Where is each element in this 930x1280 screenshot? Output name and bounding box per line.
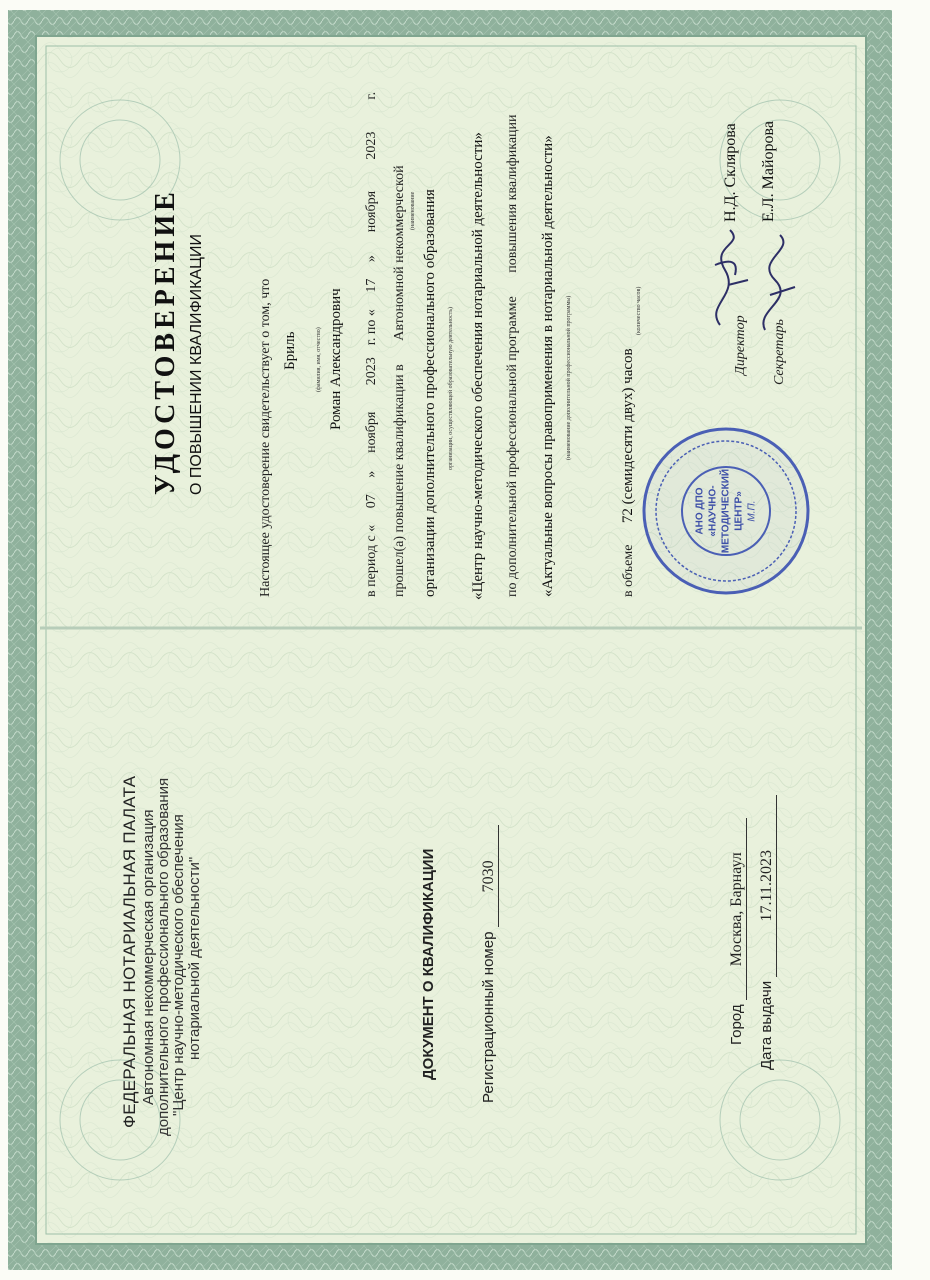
holder-given-names: Роман Александрович — [328, 288, 344, 430]
stamp-line-4: ЦЕНТР» — [733, 491, 745, 531]
document-title: ДОКУМЕНТ О КВАЛИФИКАЦИИ — [420, 848, 437, 1080]
city-row — [728, 818, 747, 1045]
stamp-center-text — [694, 469, 759, 553]
director-signature — [715, 230, 748, 325]
holder-surname: Бриль — [282, 331, 298, 370]
program-row — [505, 114, 521, 597]
name-caption: (фамилия, имя, отчество) — [316, 327, 322, 392]
director-name: Н.Д. Склярова — [722, 123, 739, 222]
issue-date-value: 17.11.2023 — [758, 795, 777, 977]
passed-text: прошел(а) повышение квалификации в — [392, 364, 407, 597]
issue-date-row — [758, 795, 777, 1070]
volume-value: 72 (семидесяти двух) часов — [620, 348, 636, 524]
org-line-2-right: организации дополнительного профессионального образования — [422, 189, 438, 597]
passed-row — [392, 165, 408, 597]
program-prefix: по дополнительной профессиональной программе — [505, 296, 520, 597]
official-stamp — [640, 425, 812, 597]
volume-prefix: в объеме — [621, 544, 636, 597]
end-quote: » — [364, 255, 379, 263]
intro-text: Настоящее удостоверение свидетельствует о том, что — [258, 278, 273, 597]
period-prefix: в период с « — [364, 524, 379, 597]
stamp-line-3: МЕТОДИЧЕСКИЙ — [720, 468, 732, 554]
registration-number: 7030 — [480, 825, 499, 927]
registration-label: Регистрационный номер — [480, 931, 497, 1103]
city-label: Город — [728, 1004, 745, 1045]
program-type: повышения квалификации — [505, 114, 520, 273]
end-month: ноября — [364, 190, 379, 233]
director-label: Директор — [733, 315, 748, 375]
org-form: Автономной некоммерческой — [392, 165, 407, 341]
registration-row — [480, 825, 499, 1103]
end-day: 17 — [364, 278, 379, 293]
volume-caption: (количество часов) — [636, 286, 642, 335]
start-day: 07 — [364, 494, 379, 509]
org-line-4: нотариальной деятельности" — [186, 856, 203, 1060]
stamp-line-2: «НАУЧНО- — [707, 485, 719, 537]
start-quote: » — [364, 470, 379, 478]
signatures — [700, 225, 810, 335]
start-month: ноября — [364, 411, 379, 453]
stamp-line-1: АНО ДПО — [694, 487, 706, 535]
program-name: «Актуальные вопросы правоприменения в нотариальной деятельности» — [540, 135, 556, 597]
secretary-signature — [763, 235, 795, 330]
issue-date-label: Дата выдачи — [758, 980, 775, 1070]
program-caption: (наименование дополнительной профессиональной программы) — [566, 295, 572, 460]
certificate-title: УДОСТОВЕРЕНИЕ — [150, 188, 181, 495]
period-to: г. по « — [364, 309, 379, 346]
org-line-1: Автономная некоммерческая организация — [140, 809, 157, 1105]
org-line-3-right: «Центр научно-методического обеспечения нотариальной деятельности» — [470, 132, 486, 600]
secretary-name: Е.Л. Майорова — [760, 121, 777, 222]
year-suffix: г. — [364, 91, 379, 100]
org-line-2: дополнительного профессионального образования — [155, 777, 172, 1136]
city-value: Москва, Барнаул — [728, 818, 747, 1000]
org-caption-2: организации, осуществляющей образовательную деятельность) — [448, 306, 454, 470]
org-title: ФЕДЕРАЛЬНАЯ НОТАРИАЛЬНАЯ ПАЛАТА — [120, 775, 139, 1128]
org-line-3: "Центр научно-методического обеспечения — [170, 814, 187, 1116]
secretary-label: Секретарь — [772, 319, 787, 385]
certificate-subtitle: О ПОВЫШЕНИИ КВАЛИФИКАЦИИ — [188, 234, 205, 495]
volume-row — [620, 348, 637, 597]
end-year: 2023 — [364, 131, 379, 160]
stamp-mp: М.П. — [746, 500, 758, 522]
period-row — [364, 92, 380, 597]
start-year: 2023 — [364, 357, 379, 386]
org-caption: (наименование — [410, 191, 416, 230]
